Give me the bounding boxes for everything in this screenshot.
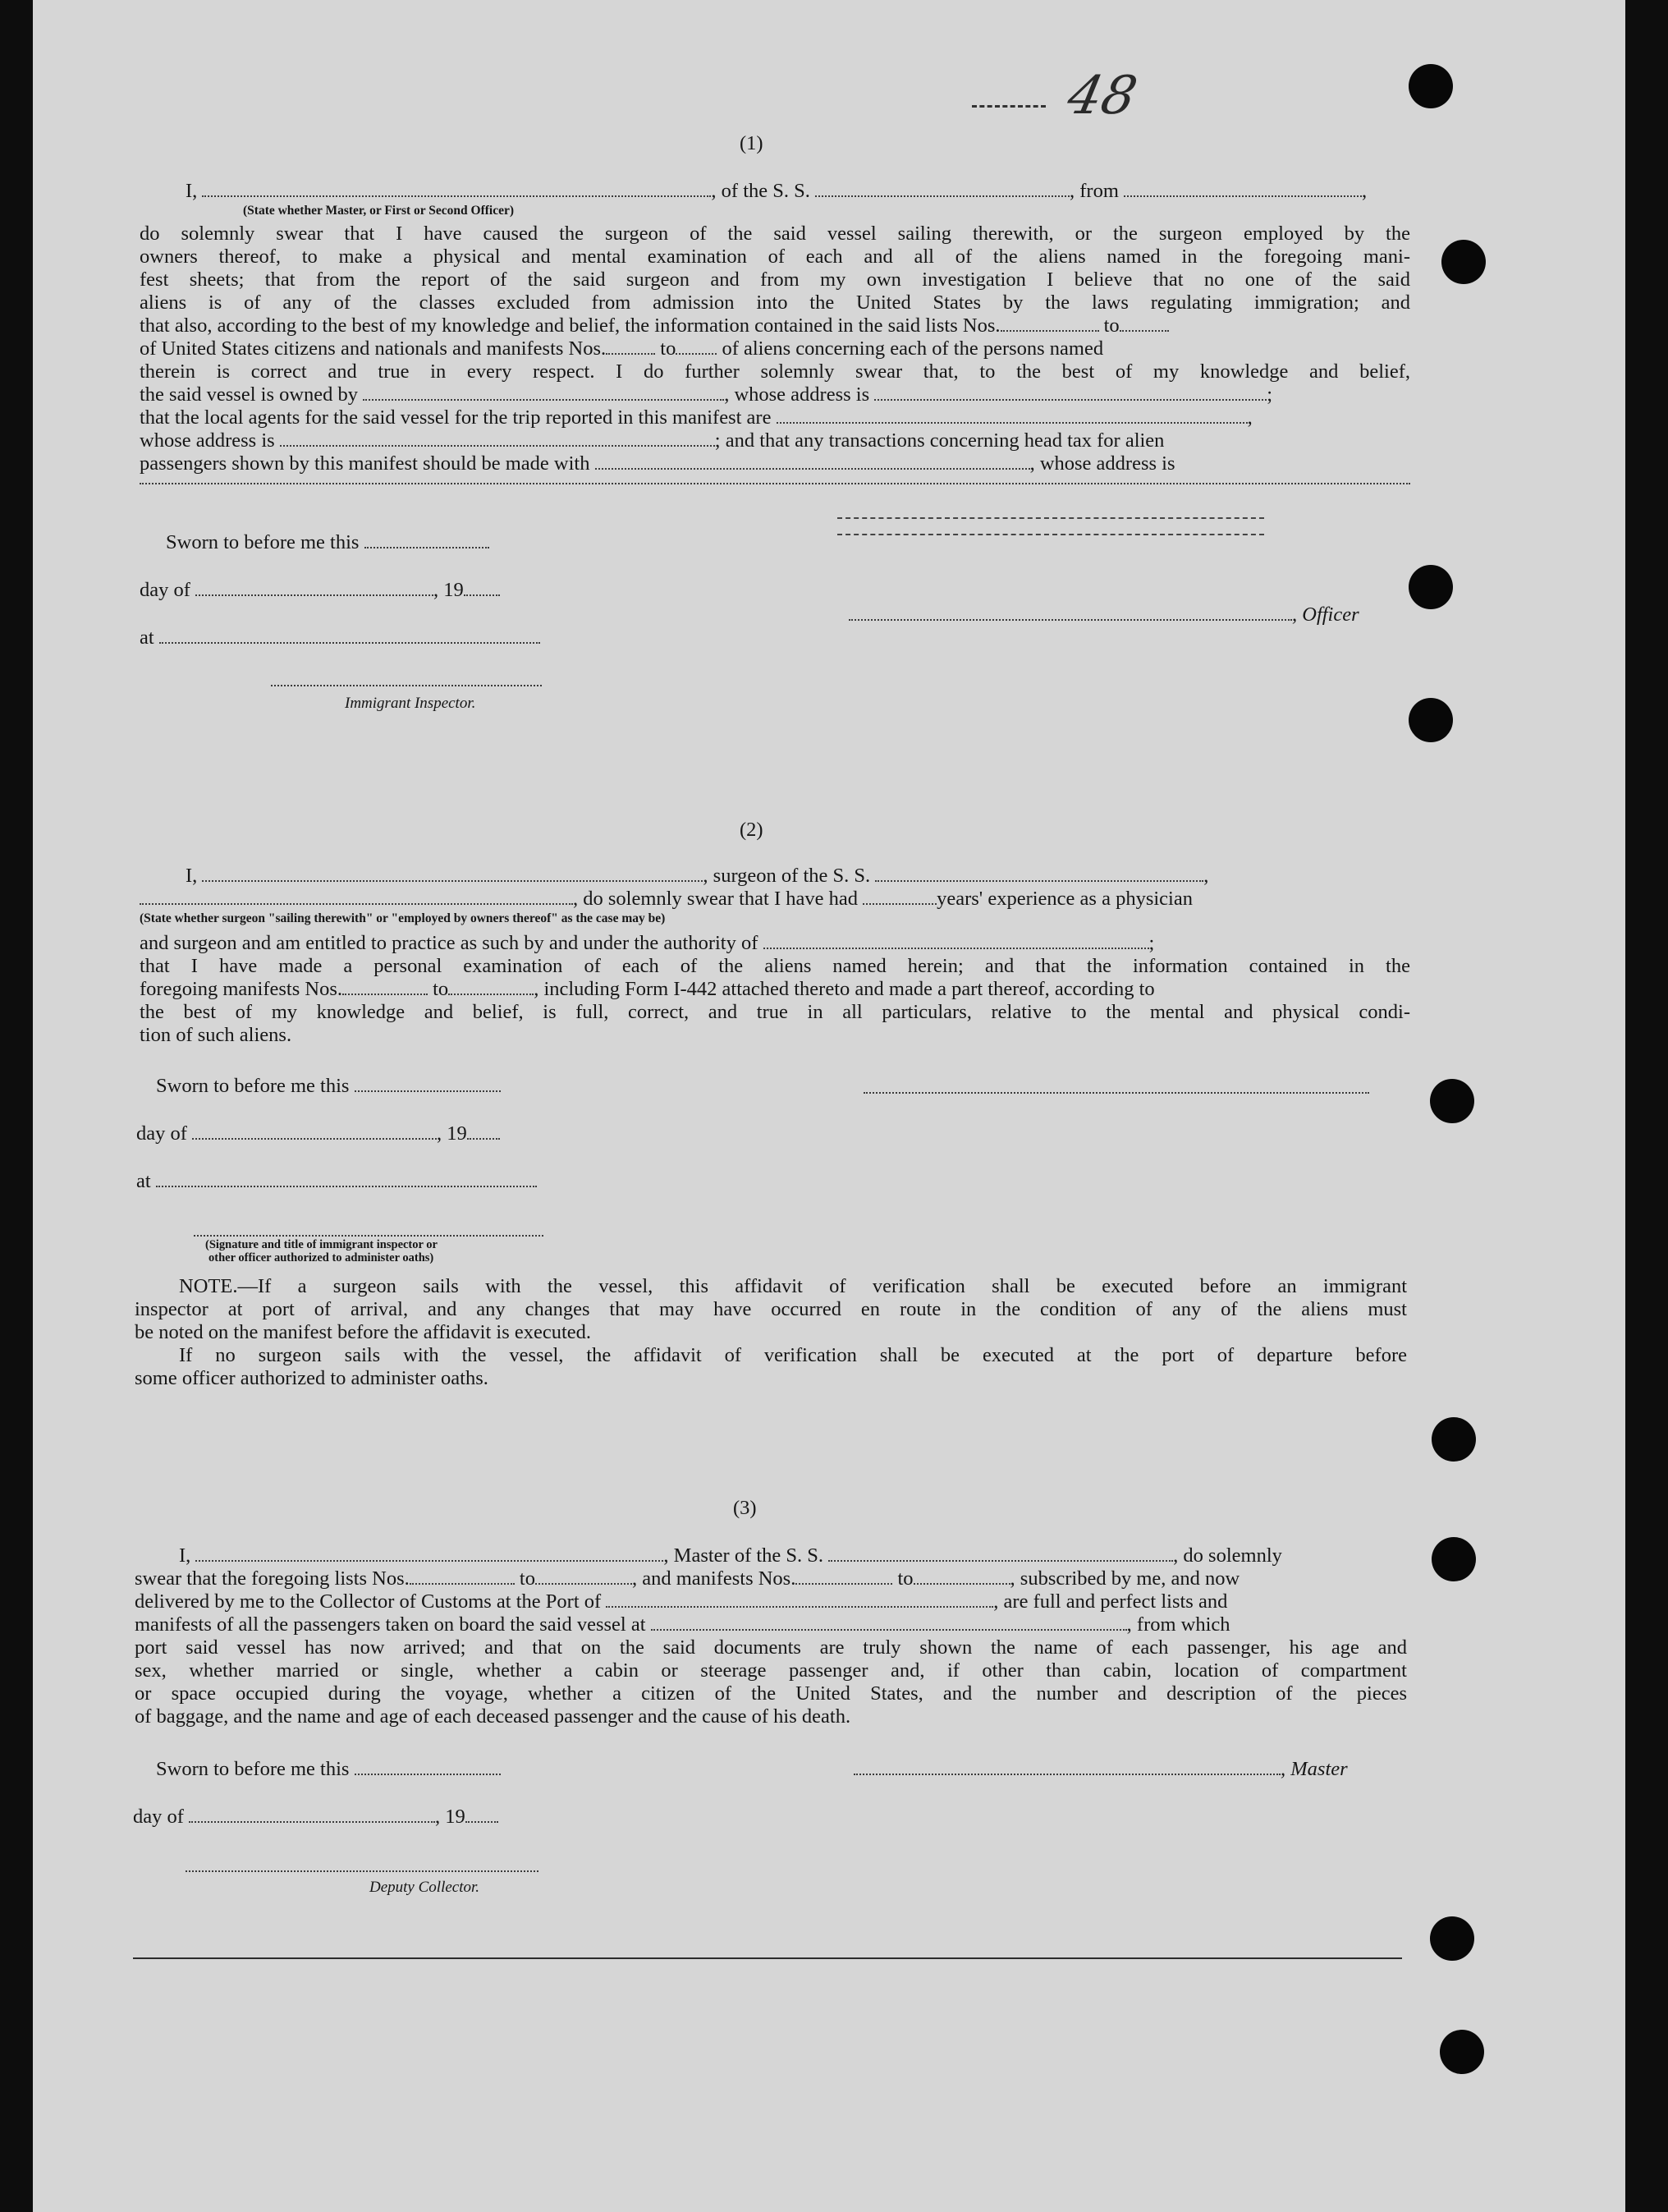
- sec3-oath-line-7: or space occupied during the voyage, whether a citizen of the United States, and the number and description of the pieces: [135, 1682, 1407, 1705]
- sec1-day-of: [140, 578, 500, 603]
- text: , including Form I-442 attached thereto and made a part thereof, according to: [534, 978, 1155, 1000]
- text: to: [660, 337, 676, 360]
- sec1-para-2: owners thereof, to make a physical and mental examination of each and all of the aliens named in the foregoing mani-: [140, 246, 1410, 268]
- sec3-collector-signature-line: [186, 1870, 538, 1872]
- text: ;: [1148, 932, 1155, 954]
- sec1-caption: (State whether Master, or First or Second Officer): [243, 204, 515, 218]
- sec1-officer-line: [849, 603, 1359, 627]
- sec3-oath-line-4: [135, 1613, 1407, 1637]
- text: I,: [186, 865, 198, 887]
- sec1-para-10: [140, 429, 1410, 453]
- text: , whose address is: [724, 383, 870, 406]
- text: to: [897, 1567, 914, 1590]
- text: that the local agents for the said vessel for the trip reported in this manifest are: [140, 406, 772, 429]
- text: , 19: [433, 579, 464, 601]
- sec1-para-5: [140, 314, 1410, 338]
- sec1-address-rule: [140, 483, 1410, 484]
- sec1-sworn: [166, 530, 489, 555]
- text: Sworn to before me this: [156, 1075, 350, 1097]
- text: to: [433, 978, 449, 1000]
- page-number-dash: [972, 105, 1046, 108]
- section-1-number: (1): [740, 132, 763, 154]
- sec1-para-1: do solemnly swear that I have caused the surgeon of the said vessel sailing therewith, or the surgeon employed by the: [140, 223, 1410, 245]
- sec2-para-3: [140, 977, 1410, 1002]
- note-line-5: some officer authorized to administer oaths.: [135, 1367, 488, 1389]
- section-2-number: (2): [740, 819, 763, 841]
- text: foregoing manifests Nos.: [140, 978, 342, 1000]
- sec3-master-line: [854, 1757, 1348, 1782]
- text: , from: [1070, 180, 1119, 202]
- text: day of: [140, 579, 190, 601]
- text: of aliens concerning each of the persons named: [722, 337, 1104, 360]
- text: , and manifests Nos.: [631, 1567, 796, 1590]
- punch-hole: [1432, 1537, 1476, 1581]
- note-line-3: be noted on the manifest before the affidavit is executed.: [135, 1321, 592, 1343]
- sec1-inspector-caption: Immigrant Inspector.: [345, 695, 476, 712]
- text: to: [1103, 314, 1120, 337]
- text: delivered by me to the Collector of Customs at the Port of: [135, 1590, 602, 1613]
- sec2-day-of: [136, 1122, 500, 1146]
- section-3-number: (3): [733, 1497, 757, 1519]
- sec1-para-7: therein is correct and true in every respect. I do further solemnly swear that, to the best of my knowledge and belief,: [140, 360, 1410, 383]
- sec3-oath-line-6: sex, whether married or single, whether a cabin or steerage passenger and, if other than cabin, location of compartment: [135, 1659, 1407, 1682]
- text: , do solemnly: [1173, 1544, 1282, 1567]
- sec2-oath-line-1: [186, 864, 1410, 888]
- punch-hole: [1430, 1079, 1474, 1123]
- punch-hole: [1409, 64, 1453, 108]
- note-line-1: NOTE.—If a surgeon sails with the vessel, this affidavit of verification shall be executed before an immigrant: [179, 1275, 1407, 1297]
- text: I,: [179, 1544, 191, 1567]
- sec3-oath-line-1: [179, 1544, 1407, 1568]
- text: , subscribed by me, and now: [1010, 1567, 1240, 1590]
- sec2-para-2: that I have made a personal examination of each of the aliens named herein; and that the information contained in the: [140, 955, 1410, 977]
- text: ,: [1247, 406, 1253, 429]
- text: , are full and perfect lists and: [993, 1590, 1228, 1613]
- sec3-oath-line-2: [135, 1567, 1407, 1591]
- text: manifests of all the passengers taken on board the said vessel at: [135, 1613, 646, 1636]
- text: day of: [136, 1122, 187, 1145]
- text: , do solemnly swear that I have had: [573, 888, 858, 910]
- sec3-deputy-caption: Deputy Collector.: [369, 1879, 480, 1896]
- text: , from which: [1126, 1613, 1230, 1636]
- text: and surgeon and am entitled to practice as such by and under the authority of: [140, 932, 758, 954]
- text: I,: [186, 180, 198, 202]
- text: the said vessel is owned by: [140, 383, 359, 406]
- text: day of: [133, 1806, 184, 1828]
- text: ; and that any transactions concerning head tax for alien: [714, 429, 1165, 452]
- punch-hole: [1409, 698, 1453, 742]
- sec2-signature-line: [864, 1092, 1369, 1094]
- text: whose address is: [140, 429, 275, 452]
- sec1-para-11: [140, 452, 1410, 476]
- text: that also, according to the best of my knowledge and belief, the information contained in the said lists Nos.: [140, 314, 1001, 337]
- sec1-para-6: [140, 337, 1410, 361]
- text: , Master: [1281, 1758, 1348, 1780]
- sec1-officer-dashes: [837, 517, 1264, 519]
- text: at: [136, 1170, 151, 1192]
- sec3-oath-line-3: [135, 1590, 1407, 1614]
- punch-hole: [1430, 1916, 1474, 1961]
- text: ,: [1362, 180, 1368, 202]
- text: , Master of the S. S.: [663, 1544, 824, 1567]
- sec2-caption: (State whether surgeon "sailing therewith" or "employed by owners thereof" as the case may be): [140, 911, 666, 925]
- text: , 19: [437, 1122, 467, 1145]
- text: , 19: [435, 1806, 465, 1828]
- text: at: [140, 626, 154, 649]
- manifest-page: [33, 0, 1625, 2212]
- text: Sworn to before me this: [166, 531, 360, 553]
- sec1-para-9: [140, 406, 1410, 430]
- sec3-oath-line-5: port said vessel has now arrived; and that on the said documents are truly shown the name of each passenger, his age and: [135, 1636, 1407, 1659]
- sec3-oath-line-8: of baggage, and the name and age of each deceased passenger and the cause of his death.: [135, 1705, 851, 1728]
- note-line-2: inspector at port of arrival, and any changes that may have occurred en route in the condition of any of the aliens must: [135, 1298, 1407, 1320]
- sec2-sig-caption-2: other officer authorized to administer oaths): [208, 1251, 434, 1264]
- text: Sworn to before me this: [156, 1758, 350, 1780]
- sec2-sworn: [156, 1074, 501, 1099]
- text: years' experience as a physician: [937, 888, 1193, 910]
- text: to: [519, 1567, 535, 1590]
- sec1-inspector-signature-line: [271, 685, 542, 686]
- sec2-sig-caption-1: (Signature and title of immigrant inspector or: [205, 1238, 438, 1251]
- text: ,: [1203, 865, 1209, 887]
- text: passengers shown by this manifest should be made with: [140, 452, 590, 475]
- sec2-inspector-signature-line: [194, 1235, 543, 1237]
- sec1-para-8: [140, 383, 1410, 407]
- punch-hole: [1432, 1417, 1476, 1462]
- sec1-para-4: aliens is of any of the classes excluded from admission into the United States by the laws regulating immigration; and: [140, 291, 1410, 314]
- sec1-para-3: fest sheets; that from the report of the said surgeon and from my own investigation I believe that no one of the said: [140, 268, 1410, 291]
- handwritten-page-number: 48: [1062, 66, 1143, 126]
- text: , Officer: [1292, 603, 1359, 626]
- sec2-at: [136, 1169, 537, 1194]
- text: ;: [1267, 383, 1273, 406]
- sec1-at: [140, 626, 540, 650]
- punch-hole: [1409, 565, 1453, 609]
- punch-hole: [1441, 240, 1486, 284]
- sec1-officer-dashes: [837, 534, 1264, 535]
- sec3-sworn: [156, 1757, 501, 1782]
- note-line-4: If no surgeon sails with the vessel, the affidavit of verification shall be executed at the port of departure before: [179, 1344, 1407, 1366]
- sec2-para-1: [140, 931, 1410, 956]
- text: , whose address is: [1029, 452, 1175, 475]
- punch-hole: [1440, 2030, 1484, 2074]
- text: of United States citizens and nationals and manifests Nos.: [140, 337, 607, 360]
- bottom-rule: [133, 1957, 1402, 1959]
- sec2-para-5: tion of such aliens.: [140, 1024, 292, 1046]
- sec3-day-of: [133, 1805, 498, 1829]
- text: , of the S. S.: [711, 180, 810, 202]
- text: swear that the foregoing lists Nos.: [135, 1567, 410, 1590]
- sec2-para-4: the best of my knowledge and belief, is full, correct, and true in all particulars, relative to the mental and physical condi-: [140, 1001, 1410, 1023]
- text: , surgeon of the S. S.: [703, 865, 871, 887]
